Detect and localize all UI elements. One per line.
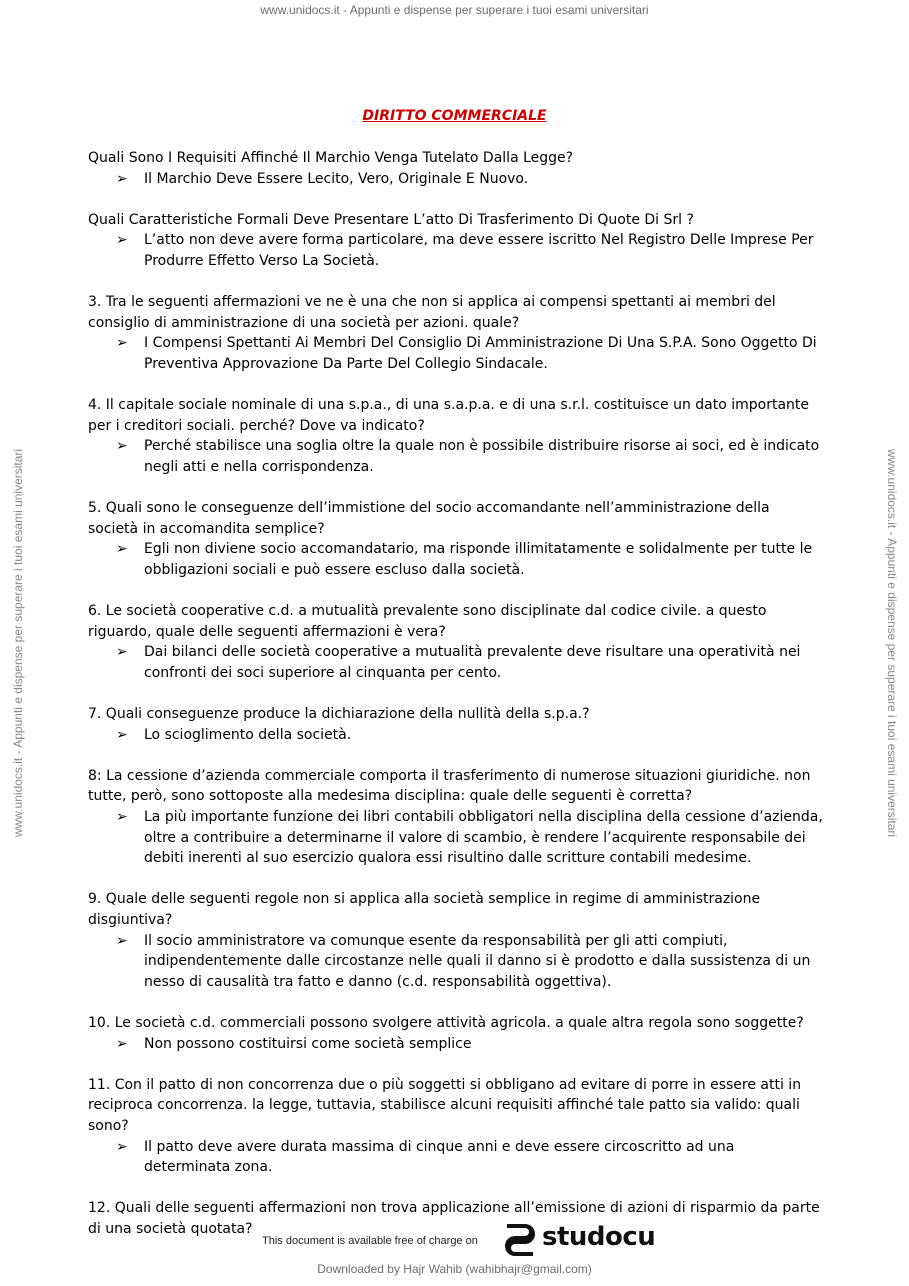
spacer bbox=[88, 1178, 823, 1199]
question: 9. Quale delle seguenti regole non si applica alla società semplice in regime di amministrazione disgiuntiva? bbox=[88, 891, 761, 928]
answer-text: Non possono costituirsi come società semplice bbox=[144, 1035, 472, 1052]
question: 11. Con il patto di non concorrenza due o più soggetti si obbligano ad evitare di porre in essere atti in reciproca concorrenza. la legge, tuttavia, stabilisce alcuni requisiti affinché tale patto sia valido: quali sono? bbox=[88, 1076, 802, 1134]
spacer bbox=[88, 272, 823, 293]
question: 8: La cessione d’azienda commerciale comporta il trasferimento di numerose situazioni giuridiche. non tutte, però, sono sottoposte alla medesima disciplina: quale delle seguenti è corretta? bbox=[88, 767, 811, 805]
answer-text: Perché stabilisce una soglia oltre la quale non è possibile distribuire risorse ai soci, ed è indicato negli atti e nella corrispondenza. bbox=[144, 438, 820, 475]
answer-text: Lo scioglimento della società. bbox=[144, 726, 352, 743]
question: Quali Sono I Requisiti Affinché Il Marchio Venga Tutelato Dalla Legge? bbox=[88, 150, 574, 166]
watermark-left: www.unidocs.it - Appunti e dispense per superare i tuoi esami universitari bbox=[11, 448, 25, 838]
question: 12. Quali delle seguenti affermazioni non trova applicazione all’emissione di azioni di risparmio da parte di una società quotata? bbox=[88, 1200, 820, 1237]
footer-availability-text: This document is available free of charge on bbox=[262, 1235, 478, 1247]
document-title: DIRITTO COMMERCIALE bbox=[362, 108, 547, 124]
question: 7. Quali conseguenze produce la dichiarazione della nullità della s.p.a.? bbox=[88, 706, 590, 723]
answer-text: Il patto deve avere durata massima di cinque anni e deve essere circoscritto ad una determinata zona. bbox=[144, 1138, 735, 1176]
watermark-top: www.unidocs.it - Appunti e dispense per superare i tuoi esami universitari bbox=[260, 3, 649, 17]
arrow-bullet-icon: ➢ bbox=[116, 1035, 128, 1052]
arrow-bullet-icon: ➢ bbox=[116, 335, 128, 352]
question: 3. Tra le seguenti affermazioni ve ne è una che non si applica ai compensi spettanti ai membri del consiglio di amministrazione di una società per azioni. quale? bbox=[88, 294, 776, 331]
arrow-bullet-icon: ➢ bbox=[116, 541, 128, 558]
spacer bbox=[88, 375, 823, 396]
watermark-right: www.unidocs.it - Appunti e dispense per superare i tuoi esami universitari bbox=[885, 448, 899, 838]
answer bbox=[88, 1137, 823, 1178]
answer-text: Egli non diviene socio accomandatario, ma risponde illimitatamente e solidalmente per tutte le obbligazioni sociali e può essere escluso dalla società. bbox=[144, 541, 813, 578]
answer-text: La più importante funzione dei libri contabili obbligatori nella disciplina della cessione d’azienda, oltre a contribuire a determinarne il valore di scambio, è rendere l’acquirente responsabile dei debiti inerenti al suo esercizio qualora essi risultino dalle scritture contabili medesime. bbox=[144, 809, 823, 867]
arrow-bullet-icon: ➢ bbox=[116, 932, 128, 949]
answer bbox=[88, 642, 823, 683]
answer-text: I Compensi Spettanti Ai Membri Del Consiglio Di Amministrazione Di Una S.P.A. Sono Oggetto Di Preventiva Approvazione Da Parte Del Collegio Sindacale. bbox=[144, 335, 817, 372]
studocu-brand[interactable]: studocu bbox=[542, 1222, 656, 1252]
answer-text: Il Marchio Deve Essere Lecito, Vero, Originale E Nuovo. bbox=[144, 170, 529, 187]
question: Quali Caratteristiche Formali Deve Presentare L’atto Di Trasferimento Di Quote Di Srl ? bbox=[88, 211, 694, 228]
spacer bbox=[88, 745, 823, 766]
arrow-bullet-icon: ➢ bbox=[116, 170, 128, 187]
studocu-logo-icon bbox=[503, 1222, 537, 1258]
arrow-bullet-icon: ➢ bbox=[116, 232, 128, 249]
answer-text: Il socio amministratore va comunque esente da responsabilità per gli atti compiuti, indipendentemente dalle circostanze nelle quali il danno si è prodotto e dalla sussistenza di un nesso di causalità tra fatto e danno (c.d. responsabilità oggettiva). bbox=[144, 932, 811, 990]
answer-text: L’atto non deve avere forma particolare, ma deve essere iscritto Nel Registro Delle Imprese Per Produrre Effetto Verso La Società. bbox=[144, 232, 814, 269]
question: 10. Le società c.d. commerciali possono svolgere attività agricola. a quale altra regola sono soggette? bbox=[88, 1014, 804, 1031]
arrow-bullet-icon: ➢ bbox=[116, 809, 128, 825]
question: 5. Quali sono le conseguenze dell’immistione del socio accomandante nell’amministrazione della società in accomandita semplice? bbox=[88, 500, 770, 537]
spacer bbox=[88, 478, 823, 499]
qa-list bbox=[88, 148, 823, 1239]
answer bbox=[88, 931, 823, 993]
spacer bbox=[88, 869, 823, 890]
question: 6. Le società cooperative c.d. a mutualità prevalente sono disciplinate dal codice civile. a questo riguardo, quale delle seguenti affermazioni è vera? bbox=[88, 603, 767, 640]
spacer bbox=[88, 992, 823, 1013]
question: 4. Il capitale sociale nominale di una s.p.a., di una s.a.p.a. e di una s.r.l. costituisce un dato importante per i creditori sociali. perché? Dove va indicato? bbox=[88, 397, 810, 434]
answer bbox=[88, 333, 823, 374]
arrow-bullet-icon: ➢ bbox=[116, 438, 128, 455]
arrow-bullet-icon: ➢ bbox=[116, 726, 128, 743]
arrow-bullet-icon: ➢ bbox=[116, 644, 128, 661]
answer bbox=[88, 725, 823, 746]
spacer bbox=[88, 683, 823, 704]
answer bbox=[88, 807, 823, 869]
answer-text: Dai bilanci delle società cooperative a mutualità prevalente deve risultare una operatività nei confronti dei soci superiore al cinquanta per cento. bbox=[144, 644, 801, 681]
spacer bbox=[88, 189, 823, 210]
answer bbox=[88, 230, 823, 271]
answer bbox=[88, 436, 823, 477]
answer bbox=[88, 1034, 823, 1055]
download-notice: Downloaded by Hajr Wahib (wahibhajr@gmail.com) bbox=[317, 1262, 592, 1276]
answer bbox=[88, 539, 823, 580]
answer bbox=[88, 169, 823, 190]
spacer bbox=[88, 580, 823, 601]
spacer bbox=[88, 1054, 823, 1075]
arrow-bullet-icon: ➢ bbox=[116, 1138, 128, 1155]
